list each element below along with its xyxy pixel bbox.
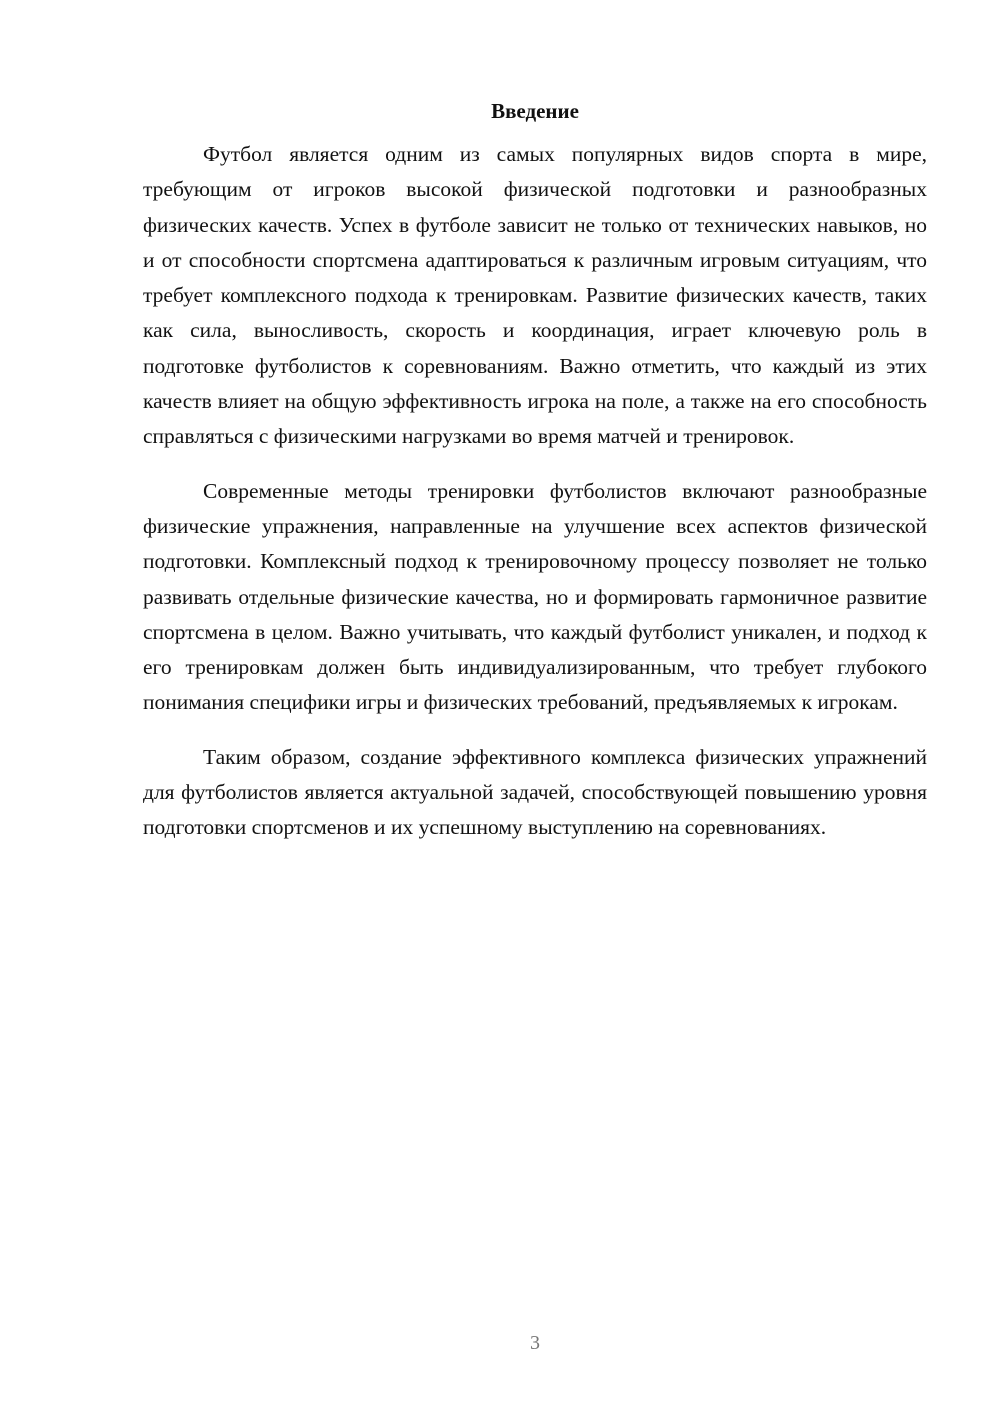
paragraph-1: Футбол является одним из самых популярных видов спорта в мире, требующим от игроков высокой физической подготовки и разнообразных физических качеств. Успех в футболе зависит не только от технических навыков, но и от способности спортсмена адаптироваться к различным игровым ситуациям, что требует комплексного подхода к тренировкам. Развитие физических качеств, таких как сила, выносливость, скорость и координация, играет ключевую роль в подготовке футболистов к соревнованиям. Важно отметить, что каждый из этих качеств влияет на общую эффективность игрока на поле, а также на его способность справляться с физическими нагрузками во время матчей и тренировок. xyxy=(143,142,927,449)
paragraph-2: Современные методы тренировки футболистов включают разнообразные физические упражнения, направленные на улучшение всех аспектов физической подготовки. Комплексный подход к тренировочному процессу позволяет не только развивать отдельные физические качества, но и формировать гармоничное развитие спортсмена в целом. Важно учитывать, что каждый футболист уникален, и подход к его тренировкам должен быть индивидуализированным, что требует глубокого понимания специфики игры и физических требований, предъявляемых к игрокам. xyxy=(143,478,927,715)
page-content xyxy=(143,96,927,865)
paragraph-3: Таким образом, создание эффективного комплекса физических упражнений для футболистов является актуальной задачей, способствующей повышению уровня подготовки спортсменов и их успешному выступлению на соревнованиях. xyxy=(143,744,927,840)
section-heading: Введение xyxy=(491,99,579,123)
page-number: 3 xyxy=(530,1332,540,1354)
